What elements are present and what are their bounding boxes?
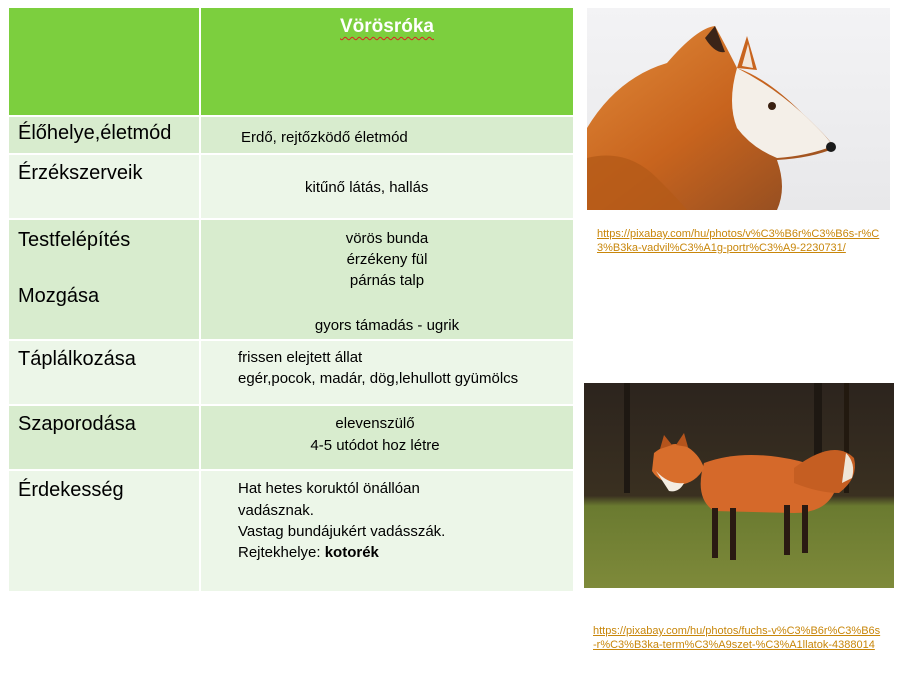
hiding-place-prefix: Rejtekhelye: [238,544,325,561]
table-row [9,155,573,218]
row-label-senses: Érzékszerveik [18,162,143,184]
row-value-habitat: Erdő, rejtőzködő életmód [241,129,408,146]
table-row [9,406,573,469]
row-value-body-2: érzékeny fül [346,251,428,268]
table-header-row [9,8,573,115]
table-row [9,471,573,591]
photo-source-link-top[interactable]: https://pixabay.com/hu/photos/v%C3%B6r%C3%B6s-r%C3%B3ka-vadvil%C3%A1g-portr%C3%A9-2230731/ [597,228,880,254]
fox-portrait-illustration [587,8,890,210]
header-title-cell [201,8,573,115]
header-empty-cell [9,8,199,115]
row-value-feeding-2: egér,pocok, madár, dög,lehullott gyümölcs [238,370,519,387]
table-row [9,220,573,339]
hiding-place-value: kotorék [324,544,379,561]
row-value-curiosity-1: Hat hetes koruktól önállóan [238,480,420,497]
row-label-feeding: Táplálkozása [18,348,136,370]
row-value-body-3: párnás talp [349,272,425,289]
row-label-reproduction: Szaporodása [18,413,136,435]
row-label-movement: Mozgása [18,285,100,307]
row-value-reproduction-2: 4-5 utódot hoz létre [310,437,440,454]
row-value-curiosity-2: vadásznak. [238,502,314,519]
fox-standing-photo [584,383,894,588]
info-table [9,8,573,591]
table-row [9,341,573,404]
row-value-feeding-1: frissen elejtett állat [238,349,363,366]
row-value-senses: kitűnő látás, hallás [305,179,429,196]
row-label-habitat: Élőhelye,életmód [18,122,172,144]
row-label-curiosity: Érdekesség [18,479,124,501]
row-label-body: Testfelépítés [18,229,131,251]
fox-portrait-photo [587,8,890,210]
row-value-curiosity-3: Vastag bundájukért vadásszák. [238,523,446,540]
photo-source-link-bottom[interactable]: https://pixabay.com/hu/photos/fuchs-v%C3%B6r%C3%B6s-r%C3%B3ka-term%C3%A9szet-%C3%A1llatok-4388014 [593,625,881,651]
table-row [9,117,573,153]
row-value-body-1: vörös bunda [345,230,429,247]
row-value-reproduction-1: elevenszülő [335,415,415,432]
row-value-movement: gyors támadás - ugrik [314,317,460,334]
row-value-curiosity-4 [238,542,379,563]
fox-standing-illustration [584,383,894,588]
table-title: Vörösróka [340,16,434,37]
